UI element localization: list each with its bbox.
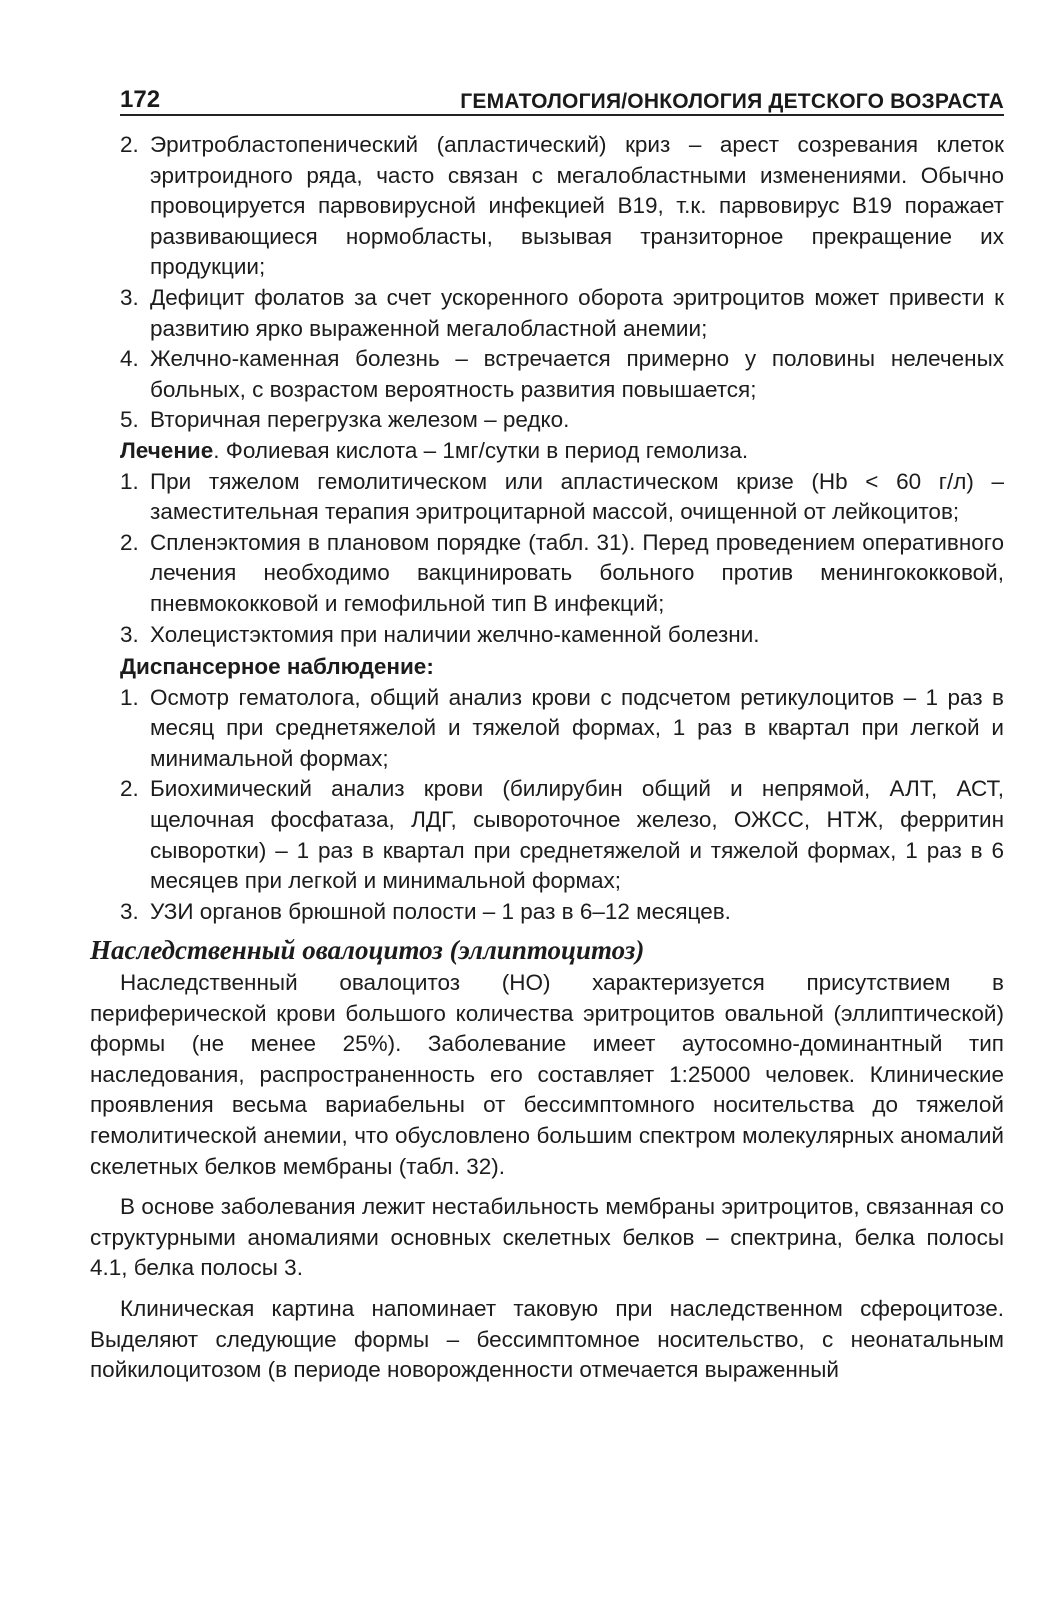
complications-list	[120, 130, 1004, 436]
item-number: 2.	[120, 132, 139, 157]
item-text: Эритробластопенический (апластический) криз – арест созревания клеток эритроидного ряда, часто связан с мегалобластными изменениями. Обычно провоцируется парвовирусной инфекцией В19, т.к. парвовирус В19 поражает развивающиеся нормобласты, вызывая транзиторное прекращение их продукции;	[150, 132, 1004, 280]
list-item	[120, 283, 1004, 344]
item-number: 2.	[120, 529, 139, 555]
list-item	[120, 528, 1004, 620]
followup-heading: Диспансерное наблюдение:	[120, 654, 434, 680]
list-item	[120, 344, 1004, 405]
item-text: Желчно-каменная болезнь – встречается примерно у половины нелеченых больных, с возрастом вероятность развития повышается;	[150, 346, 1004, 402]
paragraph: Наследственный овалоцитоз (НО) характеризуется присутствием в периферической крови большого количества эритроцитов овальной (эллиптической) формы (не менее 25%). Заболевание имеет аутосомно-доминантный тип наследования, распространенность его составляет 1:25000 человек. Клинические проявления весьма вариабельны от бессимптомного носительства до тяжелой гемолитической анемии, что обусловлено большим спектром молекулярных аномалий скелетных белков мембраны (табл. 32).	[90, 970, 1004, 1179]
paragraph: Клиническая картина напоминает таковую при наследственном сфероцитозе. Выделяют следующие формы – бессимптомное носительство, с неонатальным пойкилоцитозом (в периоде новорожденности отмечается выраженный	[90, 1295, 1004, 1383]
item-text: Дефицит фолатов за счет ускоренного оборота эритроцитов может привести к развитию ярко выраженной мегалобластной анемии;	[150, 284, 1004, 341]
item-text: Осмотр гематолога, общий анализ крови с подсчетом ретикулоцитов – 1 раз в месяц при среднетяжелой и тяжелой формах, 1 раз в квартал при легкой и минимальной формах;	[150, 684, 1004, 771]
treatment-label: Лечение	[120, 437, 214, 463]
section-title: Наследственный овалоцитоз (эллиптоцитоз)	[90, 935, 645, 966]
item-number: 1.	[120, 468, 139, 494]
list-item	[120, 897, 1004, 928]
list-item	[120, 130, 1004, 283]
item-number: 4.	[120, 346, 139, 372]
followup-list	[120, 683, 1004, 928]
item-number: 3.	[120, 284, 139, 310]
treatment-list	[120, 467, 1004, 651]
page-content	[90, 130, 1004, 1386]
item-number: 2.	[120, 776, 139, 802]
page-header	[120, 80, 1004, 116]
list-item	[120, 620, 1004, 651]
item-text: Холецистэктомия при наличии желчно-каменной болезни.	[150, 621, 760, 647]
treatment-line	[120, 436, 1004, 467]
list-item	[120, 683, 1004, 775]
list-item	[120, 467, 1004, 528]
item-number: 5.	[120, 407, 139, 433]
treatment-text: . Фолиевая кислота – 1мг/сутки в период гемолиза.	[213, 437, 749, 463]
paragraph: В основе заболевания лежит нестабильность мембраны эритроцитов, связанная со структурными аномалиями основных скелетных белков – спектрина, белка полосы 4.1, белка полосы 3.	[90, 1194, 1004, 1281]
list-item	[120, 774, 1004, 896]
item-text: Спленэктомия в плановом порядке (табл. 31). Перед проведением оперативного лечения необходимо вакцинировать больного против менингококковой, пневмококковой и гемофильной тип В инфекций;	[150, 529, 1004, 616]
item-number: 3.	[120, 898, 139, 924]
item-text: Биохимический анализ крови (билирубин общий и непрямой, АЛТ, АСТ, щелочная фосфатаза, ЛДГ, сывороточное железо, ОЖСС, НТЖ, ферритин сыворотки) – 1 раз в квартал при среднетяжелой и тяжелой формах, 1 раз в 6 месяцев при легкой и минимальной формах;	[150, 776, 1004, 894]
item-text: При тяжелом гемолитическом или апластическом кризе (Hb < 60 г/л) – заместительная терапия эритроцитарной массой, очищенной от лейкоцитов;	[150, 468, 1004, 525]
item-number: 1.	[120, 684, 139, 710]
item-text: Вторичная перегрузка железом – редко.	[150, 407, 570, 433]
item-number: 3.	[120, 621, 139, 647]
page-number: 172	[120, 86, 161, 113]
list-item	[120, 405, 1004, 436]
item-text: УЗИ органов брюшной полости – 1 раз в 6–12 месяцев.	[150, 898, 731, 924]
running-title: ГЕМАТОЛОГИЯ/ОНКОЛОГИЯ ДЕТСКОГО ВОЗРАСТА	[460, 90, 1004, 113]
